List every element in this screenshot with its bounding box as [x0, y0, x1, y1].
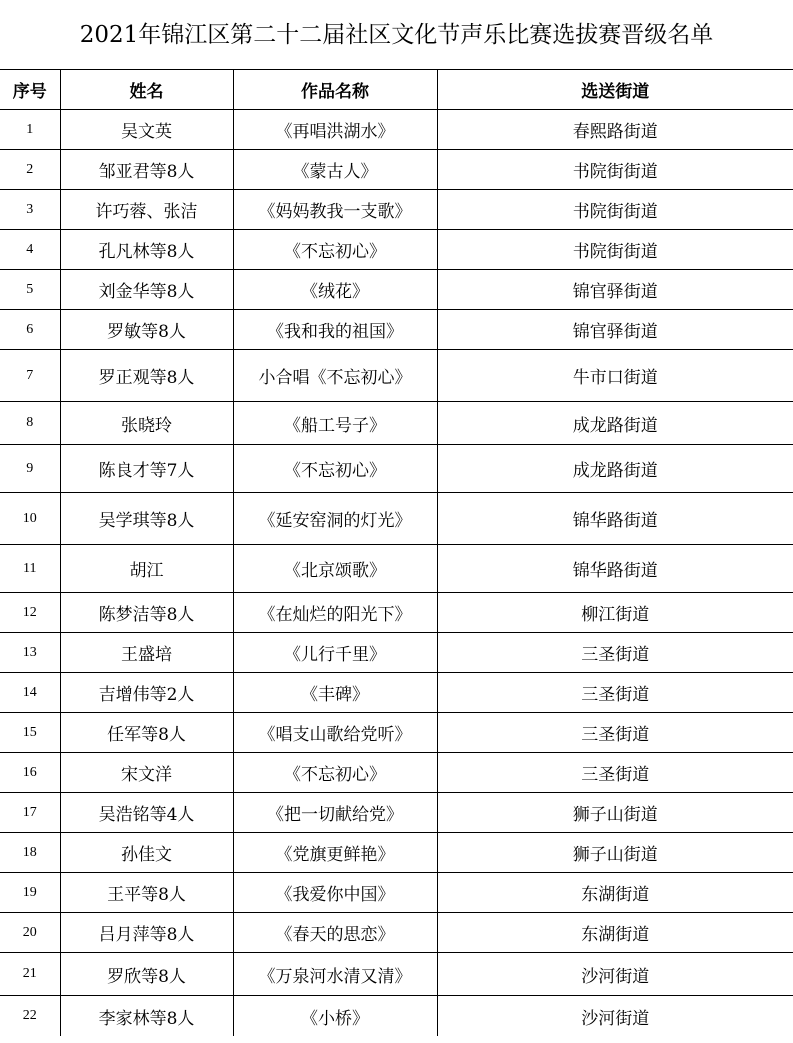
- cell-index: 1: [0, 110, 60, 150]
- cell-index: 16: [0, 753, 60, 793]
- table-row: [0, 833, 793, 873]
- table-row: [0, 593, 793, 633]
- cell-index: 18: [0, 833, 60, 873]
- table-row: [0, 402, 793, 445]
- table-row: [0, 953, 793, 996]
- cell-name: 孙佳文: [60, 833, 233, 873]
- table-header-row: [0, 70, 793, 110]
- cell-street: 锦华路街道: [437, 493, 793, 545]
- header-name: 姓名: [60, 70, 233, 110]
- cell-index: 11: [0, 545, 60, 593]
- cell-index: 2: [0, 150, 60, 190]
- results-table: [0, 69, 793, 1036]
- cell-work-title: 《小桥》: [233, 996, 437, 1037]
- cell-street: 锦官驿街道: [437, 270, 793, 310]
- table-row: [0, 190, 793, 230]
- table-row: [0, 913, 793, 953]
- cell-index: 13: [0, 633, 60, 673]
- cell-work-title: 《蒙古人》: [233, 150, 437, 190]
- cell-street: 锦官驿街道: [437, 310, 793, 350]
- table-row: [0, 230, 793, 270]
- cell-street: 狮子山街道: [437, 793, 793, 833]
- cell-street: 柳江街道: [437, 593, 793, 633]
- cell-name: 宋文洋: [60, 753, 233, 793]
- cell-index: 7: [0, 350, 60, 402]
- table-row: [0, 493, 793, 545]
- cell-street: 三圣街道: [437, 633, 793, 673]
- header-index: 序号: [0, 70, 60, 110]
- cell-work-title: 《我和我的祖国》: [233, 310, 437, 350]
- cell-street: 三圣街道: [437, 673, 793, 713]
- cell-index: 4: [0, 230, 60, 270]
- cell-name: 任军等8人: [60, 713, 233, 753]
- cell-name: 许巧蓉、张洁: [60, 190, 233, 230]
- cell-index: 10: [0, 493, 60, 545]
- cell-street: 书院街街道: [437, 150, 793, 190]
- cell-street: 成龙路街道: [437, 402, 793, 445]
- cell-street: 沙河街道: [437, 996, 793, 1037]
- table-row: [0, 350, 793, 402]
- table-row: [0, 310, 793, 350]
- table-row: [0, 445, 793, 493]
- cell-street: 锦华路街道: [437, 545, 793, 593]
- cell-index: 5: [0, 270, 60, 310]
- table-row: [0, 633, 793, 673]
- table-row: [0, 110, 793, 150]
- cell-work-title: 《绒花》: [233, 270, 437, 310]
- cell-work-title: 小合唱《不忘初心》: [233, 350, 437, 402]
- cell-street: 沙河街道: [437, 953, 793, 996]
- cell-name: 胡江: [60, 545, 233, 593]
- cell-index: 22: [0, 996, 60, 1037]
- cell-work-title: 《丰碑》: [233, 673, 437, 713]
- cell-index: 19: [0, 873, 60, 913]
- cell-name: 吕月萍等8人: [60, 913, 233, 953]
- cell-index: 14: [0, 673, 60, 713]
- cell-name: 吉增伟等2人: [60, 673, 233, 713]
- cell-index: 12: [0, 593, 60, 633]
- table-row: [0, 873, 793, 913]
- cell-name: 孔凡林等8人: [60, 230, 233, 270]
- table-row: [0, 673, 793, 713]
- table-row: [0, 545, 793, 593]
- header-work-title: 作品名称: [233, 70, 437, 110]
- cell-name: 吴学琪等8人: [60, 493, 233, 545]
- header-street: 选送街道: [437, 70, 793, 110]
- cell-name: 罗敏等8人: [60, 310, 233, 350]
- cell-index: 3: [0, 190, 60, 230]
- cell-street: 东湖街道: [437, 913, 793, 953]
- cell-name: 罗欣等8人: [60, 953, 233, 996]
- cell-name: 陈梦洁等8人: [60, 593, 233, 633]
- cell-index: 6: [0, 310, 60, 350]
- cell-work-title: 《北京颂歌》: [233, 545, 437, 593]
- cell-name: 邹亚君等8人: [60, 150, 233, 190]
- cell-work-title: 《春天的思恋》: [233, 913, 437, 953]
- table-row: [0, 996, 793, 1037]
- table-row: [0, 270, 793, 310]
- cell-work-title: 《我爱你中国》: [233, 873, 437, 913]
- cell-street: 东湖街道: [437, 873, 793, 913]
- cell-work-title: 《唱支山歌给党听》: [233, 713, 437, 753]
- table-row: [0, 150, 793, 190]
- table-row: [0, 793, 793, 833]
- cell-work-title: 《不忘初心》: [233, 753, 437, 793]
- cell-name: 陈良才等7人: [60, 445, 233, 493]
- cell-name: 刘金华等8人: [60, 270, 233, 310]
- cell-work-title: 《把一切献给党》: [233, 793, 437, 833]
- cell-street: 三圣街道: [437, 713, 793, 753]
- cell-work-title: 《妈妈教我一支歌》: [233, 190, 437, 230]
- cell-work-title: 《不忘初心》: [233, 230, 437, 270]
- cell-name: 王盛培: [60, 633, 233, 673]
- cell-work-title: 《延安窑洞的灯光》: [233, 493, 437, 545]
- cell-index: 15: [0, 713, 60, 753]
- cell-name: 张晓玲: [60, 402, 233, 445]
- cell-work-title: 《再唱洪湖水》: [233, 110, 437, 150]
- cell-work-title: 《不忘初心》: [233, 445, 437, 493]
- cell-work-title: 《党旗更鲜艳》: [233, 833, 437, 873]
- cell-street: 书院街街道: [437, 190, 793, 230]
- cell-name: 王平等8人: [60, 873, 233, 913]
- cell-work-title: 《儿行千里》: [233, 633, 437, 673]
- cell-street: 春熙路街道: [437, 110, 793, 150]
- cell-work-title: 《船工号子》: [233, 402, 437, 445]
- cell-street: 书院街街道: [437, 230, 793, 270]
- cell-name: 吴文英: [60, 110, 233, 150]
- cell-index: 21: [0, 953, 60, 996]
- cell-index: 17: [0, 793, 60, 833]
- cell-work-title: 《在灿烂的阳光下》: [233, 593, 437, 633]
- cell-street: 成龙路街道: [437, 445, 793, 493]
- table-row: [0, 753, 793, 793]
- cell-street: 牛市口街道: [437, 350, 793, 402]
- cell-index: 8: [0, 402, 60, 445]
- cell-index: 20: [0, 913, 60, 953]
- cell-name: 罗正观等8人: [60, 350, 233, 402]
- cell-street: 狮子山街道: [437, 833, 793, 873]
- cell-name: 李家林等8人: [60, 996, 233, 1037]
- table-row: [0, 713, 793, 753]
- cell-work-title: 《万泉河水清又清》: [233, 953, 437, 996]
- cell-street: 三圣街道: [437, 753, 793, 793]
- page-title: 2021年锦江区第二十二届社区文化节声乐比赛选拔赛晋级名单: [0, 0, 793, 70]
- cell-index: 9: [0, 445, 60, 493]
- cell-name: 吴浩铭等4人: [60, 793, 233, 833]
